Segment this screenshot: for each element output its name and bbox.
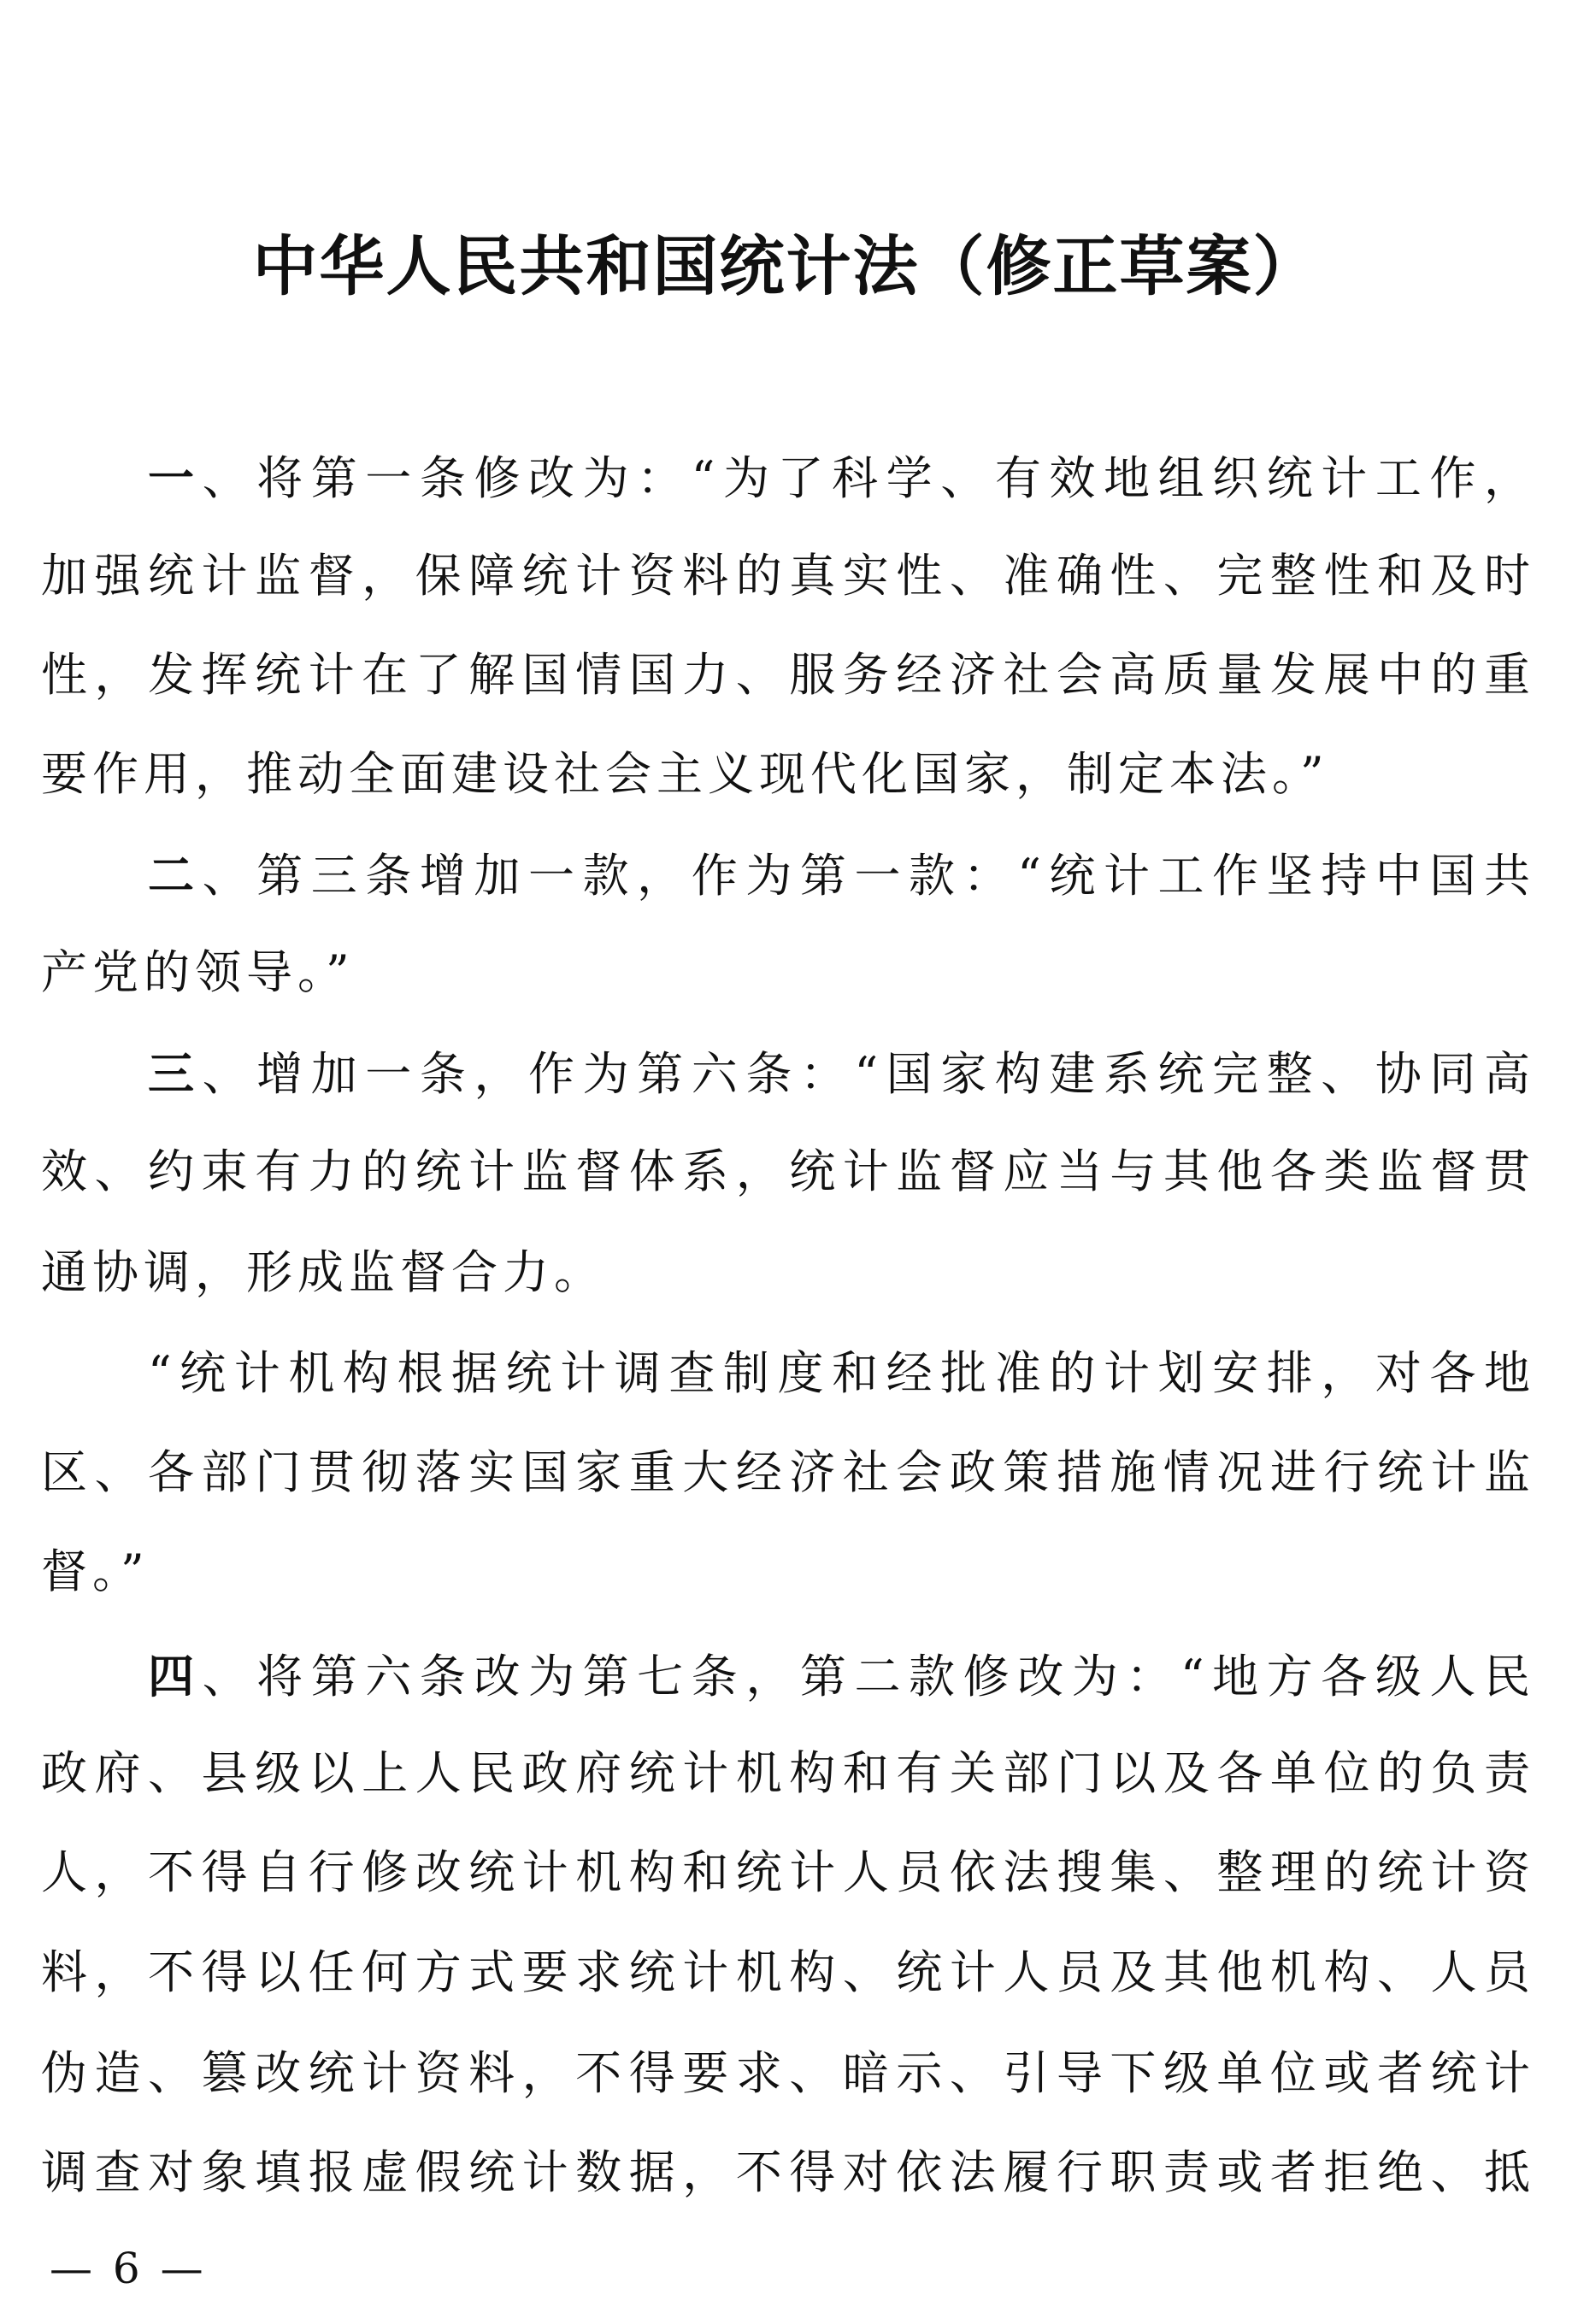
paragraph-4-line-2: 区、各部门贯彻落实国家重大经济社会政策措施情况进行统计监 bbox=[41, 1445, 1535, 1499]
paragraph-5-line-5: 伪造、篡改统计资料，不得要求、暗示、引导下级单位或者统计 bbox=[41, 2046, 1535, 2100]
item-number: 一 bbox=[148, 450, 203, 505]
line-text: 、将第一条修改为：“为了科学、有效地组织统计工作， bbox=[202, 451, 1535, 505]
page-number: — 6 — bbox=[50, 2244, 207, 2293]
paragraph-4-line-1: “统计机构根据统计调查制度和经批准的计划安排，对各地 bbox=[148, 1346, 1535, 1400]
paragraph-1-line-1 bbox=[148, 444, 1535, 513]
paragraph-2-line-2: 产党的领导。” bbox=[41, 945, 355, 999]
paragraph-1-line-4: 要作用，推动全面建设社会主义现代化国家，制定本法。” bbox=[41, 747, 1329, 801]
paragraph-1-line-3: 性，发挥统计在了解国情国力、服务经济社会高质量发展中的重 bbox=[41, 648, 1535, 702]
paragraph-3-line-3: 通协调，形成监督合力。 bbox=[41, 1245, 605, 1299]
paragraph-2-line-1 bbox=[148, 841, 1535, 910]
line-text: 、增加一条，作为第六条：“国家构建系统完整、协同高 bbox=[202, 1047, 1535, 1101]
paragraph-5-line-1 bbox=[148, 1642, 1535, 1711]
item-number: 二 bbox=[148, 848, 203, 903]
paragraph-4-line-3: 督。” bbox=[41, 1544, 150, 1598]
item-number: 四 bbox=[148, 1649, 203, 1703]
item-number: 三 bbox=[148, 1046, 203, 1101]
paragraph-5-line-6: 调查对象填报虚假统计数据，不得对依法履行职责或者拒绝、抵 bbox=[41, 2145, 1535, 2199]
paragraph-3-line-2: 效、约束有力的统计监督体系，统计监督应当与其他各类监督贯 bbox=[41, 1144, 1535, 1198]
paragraph-3-line-1 bbox=[148, 1039, 1535, 1109]
document-title: 中华人民共和国统计法（修正草案） bbox=[252, 228, 1320, 304]
line-text: 、将第六条改为第七条，第二款修改为：“地方各级人民 bbox=[202, 1650, 1535, 1703]
line-text: 、第三条增加一款，作为第一款：“统计工作坚持中国共 bbox=[202, 849, 1535, 903]
paragraph-5-line-4: 料，不得以任何方式要求统计机构、统计人员及其他机构、人员 bbox=[41, 1945, 1535, 1999]
paragraph-1-line-2: 加强统计监督，保障统计资料的真实性、准确性、完整性和及时 bbox=[41, 549, 1535, 603]
paragraph-5-line-2: 政府、县级以上人民政府统计机构和有关部门以及各单位的负责 bbox=[41, 1746, 1535, 1800]
paragraph-5-line-3: 人，不得自行修改统计机构和统计人员依法搜集、整理的统计资 bbox=[41, 1845, 1535, 1899]
